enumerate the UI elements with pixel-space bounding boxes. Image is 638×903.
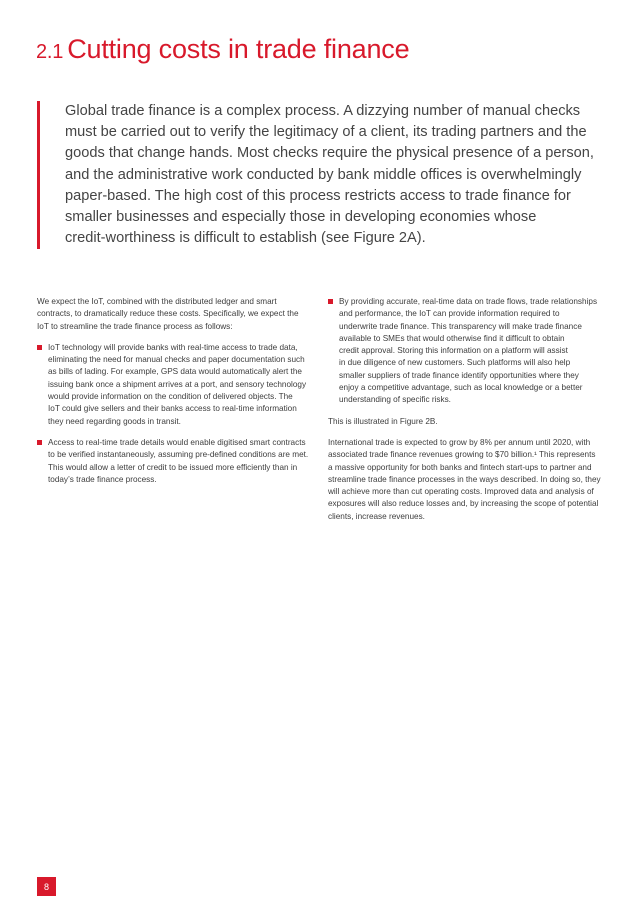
text-line: enjoy a competitive advantage, such as local knowledge or a better <box>339 383 583 393</box>
text-line: IoT could give sellers and their banks access to real-time information <box>48 404 297 414</box>
text-line: We expect the IoT, combined with the distributed ledger and smart <box>37 297 277 306</box>
bullet-square-icon <box>37 440 42 445</box>
lead-quote <box>37 101 607 249</box>
text-line: to be verified instantaneously, assuming pre-defined conditions are met. <box>48 450 309 460</box>
lead-line: smaller businesses and especially those in developing economies whose <box>65 209 537 226</box>
section-title: Cutting costs in trade finance <box>67 34 410 64</box>
text-line: as bills of lading. For example, GPS data would automatically alert the <box>48 367 302 377</box>
text-line: exposures will also reduce losses and, by increasing the scope of potential <box>328 499 599 509</box>
text-line: IoT to streamline the trade finance process as follows: <box>37 321 233 331</box>
section-heading <box>36 34 409 65</box>
text-line: streamline trade finance processes in the ways described. In doing so, they <box>328 474 601 484</box>
text-line: This would allow a letter of credit to be issued more efficiently than in <box>48 462 298 472</box>
text-line: smaller suppliers of trade finance identify opportunities where they <box>339 370 579 380</box>
text-line: issuing bank once a shipment arrives at a port, and sensory technology <box>48 379 307 389</box>
text-line: clients, increase revenues. <box>328 511 425 521</box>
left-column <box>37 296 309 495</box>
body-paragraph <box>328 437 600 523</box>
lead-paragraph <box>65 101 607 249</box>
page-number: 8 <box>37 877 56 896</box>
text-line: By providing accurate, real-time data on trade flows, trade relationships <box>339 297 598 306</box>
text-line: in due diligence of new customers. Such platforms will also help <box>339 358 571 368</box>
text-line: IoT technology will provide banks with real-time access to trade data, <box>48 342 298 352</box>
right-column <box>328 296 600 532</box>
section-number: 2.1 <box>36 41 64 63</box>
text-line: and performance, the IoT can provide information required to <box>339 309 560 319</box>
text-line: underwrite trade finance. This transparency will make trade finance <box>339 321 582 331</box>
text-line: understanding of specific risks. <box>339 395 451 405</box>
text-line: today’s trade finance process. <box>48 474 157 484</box>
lead-line: goods that change hands. Most checks require the physical presence of a person, <box>65 145 594 162</box>
lead-line: must be carried out to verify the legitimacy of a client, its trading partners and the <box>65 124 587 141</box>
text-line: associated trade finance revenues growing to $70 billion.¹ This represents <box>328 450 596 460</box>
intro-paragraph <box>37 296 309 333</box>
bullet-item <box>37 342 309 428</box>
bullet-item <box>328 296 600 407</box>
lead-line: credit-worthiness is difficult to establish (see Figure 2A). <box>65 230 426 247</box>
text-line: they need regarding goods in transit. <box>48 416 181 426</box>
text-line: a massive opportunity for both banks and fintech start-ups to partner and <box>328 462 592 472</box>
text-line: credit approval. Storing this information on a platform will assist <box>339 346 568 356</box>
text-line: contracts, to dramatically reduce these costs. Specifically, we expect the <box>37 309 299 319</box>
figure-reference: This is illustrated in Figure 2B. <box>328 416 438 426</box>
bullet-square-icon <box>328 299 333 304</box>
bullet-item <box>37 437 309 486</box>
text-line: International trade is expected to grow by 8% per annum until 2020, with <box>328 437 591 447</box>
text-line: available to SMEs that would otherwise find it difficult to obtain <box>339 333 565 343</box>
lead-line: Global trade finance is a complex process. A dizzying number of manual checks <box>65 103 581 119</box>
lead-line: paper-based. The high cost of this process restricts access to trade finance for <box>65 187 571 204</box>
text-line: Access to real-time trade details would enable digitised smart contracts <box>48 437 306 447</box>
lead-line: and the administrative work conducted by bank middle offices is overwhelmingly <box>65 166 582 183</box>
bullet-square-icon <box>37 345 42 350</box>
text-line: will achieve more than cut operating costs. Improved data and analysis of <box>328 487 594 497</box>
text-line: would provide information on the condition of delivered objects. The <box>48 392 293 402</box>
text-line: eliminating the need for manual checks and paper documentation such <box>48 355 305 365</box>
